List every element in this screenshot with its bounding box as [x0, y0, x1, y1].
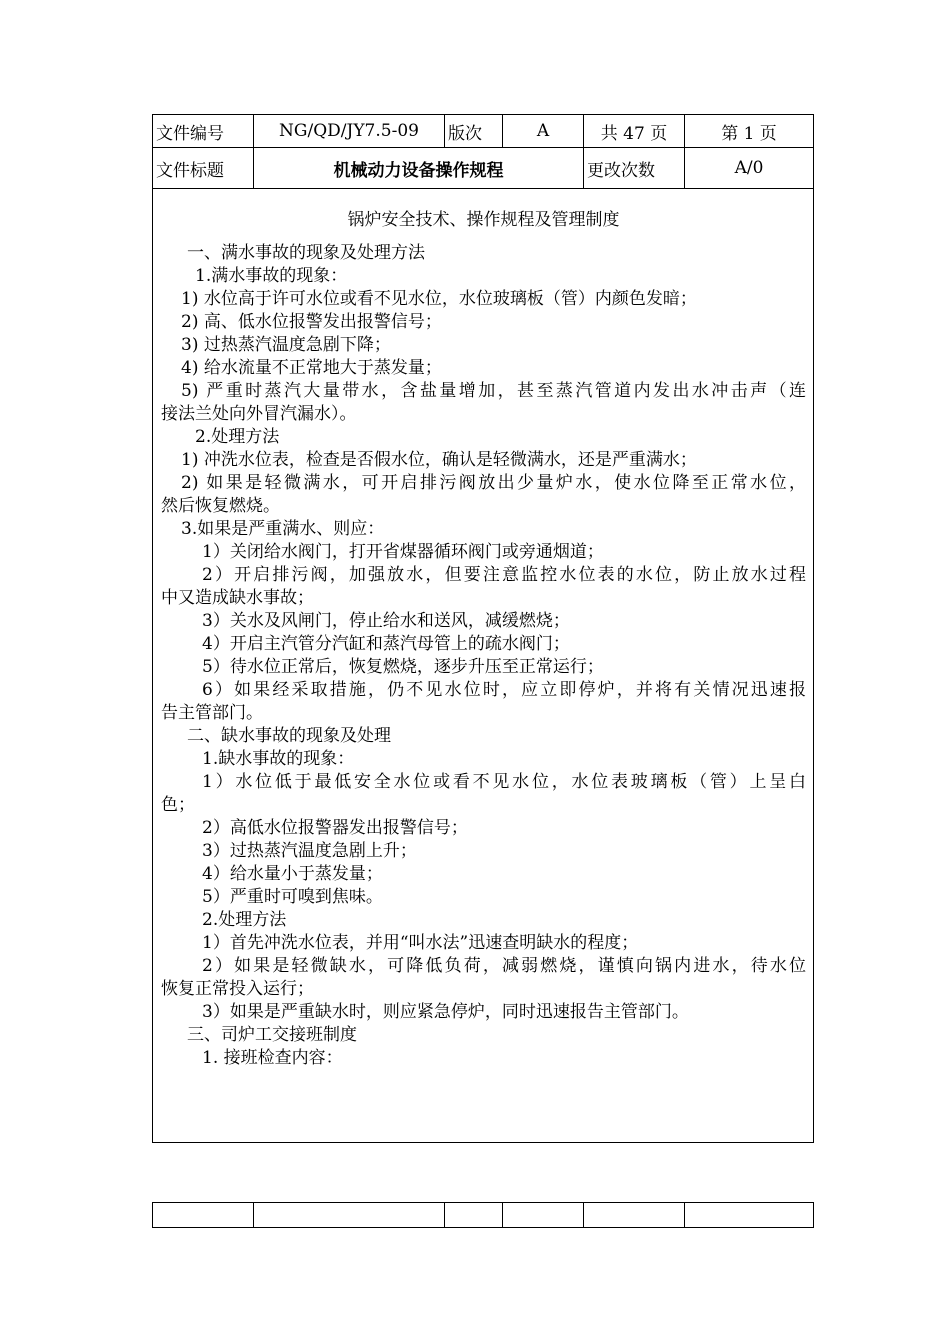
doc-number-value: NG/QD/JY7.5-09 [279, 121, 419, 141]
doc-title-label: 文件标题 [156, 160, 224, 181]
revision-value: A/0 [734, 158, 764, 178]
table-header-bottom-border [152, 188, 814, 189]
doc-title-value: 机械动力设备操作规程 [333, 160, 504, 181]
content-title: 锅炉安全技术、操作规程及管理制度 [347, 210, 620, 230]
content-box-bottom-border [152, 1142, 814, 1143]
footer-table-divider [253, 1202, 254, 1228]
subsection-heading: 2.处理方法 [195, 427, 280, 447]
body-line: 1) 水位高于许可水位或看不见水位，水位玻璃板（管）内颜色发暗； [181, 289, 697, 309]
body-line: 6）如果经采取措施，仍不见水位时，应立即停炉，并将有关情况迅速报 [202, 680, 806, 700]
body-line: 4）开启主汽管分汽缸和蒸汽母管上的疏水阀门； [202, 634, 570, 654]
body-line: 4) 给水流量不正常地大于蒸发量； [181, 358, 442, 378]
body-line: 接法兰处向外冒汽漏水）。 [161, 404, 357, 424]
body-line: 1) 冲洗水位表，检查是否假水位，确认是轻微满水，还是严重满水； [181, 450, 697, 470]
page-number: 第 1 页 [721, 123, 777, 144]
body-line: 2) 高、低水位报警发出报警信号； [181, 312, 442, 332]
body-line: 告主管部门。 [161, 703, 263, 723]
body-line: 4）给水量小于蒸发量； [202, 864, 383, 884]
body-line: 2) 如果是轻微满水，可开启排污阀放出少量炉水，使水位降至正常水位， [181, 473, 806, 493]
footer-table-divider [502, 1202, 503, 1228]
body-line: 恢复正常投入运行； [161, 979, 314, 999]
body-line: 3) 过热蒸汽温度急剧下降； [181, 335, 391, 355]
section-heading: 三、司炉工交接班制度 [187, 1025, 357, 1045]
footer-table-divider [583, 1202, 584, 1228]
edition-value: A [536, 121, 550, 141]
body-line: 1）首先冲洗水位表，并用“叫水法”迅速查明缺水的程度； [202, 933, 639, 953]
section-heading: 二、缺水事故的现象及处理 [187, 726, 391, 746]
footer-table-divider [684, 1202, 685, 1228]
body-line: 色； [161, 795, 195, 815]
footer-table-top-border [152, 1202, 814, 1203]
document-body [161, 209, 806, 1070]
subsection-heading: 1.满水事故的现象： [195, 266, 348, 286]
body-line: 2）如果是轻微缺水，可降低负荷，减弱燃烧，谨慎向锅内进水，待水位 [202, 956, 806, 976]
section-heading: 一、满水事故的现象及处理方法 [187, 243, 425, 263]
total-pages: 共 47 页 [600, 123, 668, 144]
body-line: 中又造成缺水事故； [161, 588, 314, 608]
subsection-heading: 3.如果是严重满水、则应： [181, 519, 385, 539]
edition-label: 版次 [448, 123, 482, 144]
body-line: 3）关水及风闸门，停止给水和送风，减缓燃烧； [202, 611, 570, 631]
subsection-heading: 1.缺水事故的现象： [202, 749, 355, 769]
body-line: 1）关闭给水阀门，打开省煤器循环阀门或旁通烟道； [202, 542, 604, 562]
body-line: 5）严重时可嗅到焦味。 [202, 887, 383, 907]
footer-table-border [813, 1202, 814, 1228]
body-line: 2）开启排污阀，加强放水，但要注意监控水位表的水位，防止放水过程 [202, 565, 806, 585]
body-line: 5）待水位正常后，恢复燃烧，逐步升压至正常运行； [202, 657, 604, 677]
body-line: 1）水位低于最低安全水位或看不见水位，水位表玻璃板（管）上呈白 [202, 772, 806, 792]
body-line: 5) 严重时蒸汽大量带水，含盐量增加，甚至蒸汽管道内发出水冲击声（连 [181, 381, 806, 401]
table-right-border [813, 114, 814, 1143]
table-left-border [152, 114, 153, 1143]
subsection-heading: 2.处理方法 [202, 910, 287, 930]
body-line: 3）过热蒸汽温度急剧上升； [202, 841, 417, 861]
revision-label: 更改次数 [587, 160, 655, 181]
body-line: 2）高低水位报警器发出报警信号； [202, 818, 468, 838]
footer-table-bottom-border [152, 1227, 814, 1228]
body-line: 3）如果是严重缺水时，则应紧急停炉，同时迅速报告主管部门。 [202, 1002, 689, 1022]
doc-number-label: 文件编号 [156, 123, 224, 144]
subsection-heading: 1. 接班检查内容： [202, 1048, 343, 1068]
body-line: 然后恢复燃烧。 [161, 496, 280, 516]
footer-table-divider [444, 1202, 445, 1228]
footer-table-border [152, 1202, 153, 1228]
